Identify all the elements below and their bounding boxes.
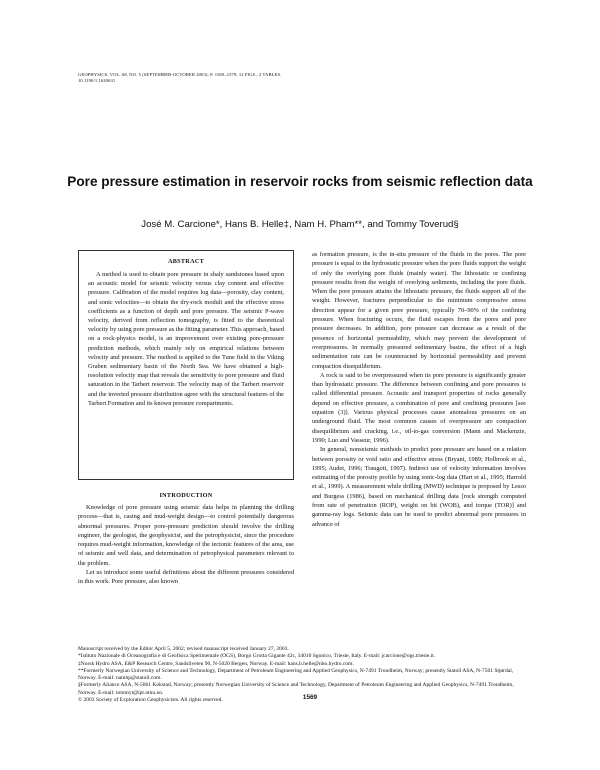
copyright-notice: © 2003 Society of Exploration Geophysicists. All rights reserved. — [78, 697, 223, 704]
intro-paragraph-2: Let us introduce some useful definitions about the different pressures considered in this work. Pore pressure, also known — [78, 569, 294, 586]
abstract-box — [78, 250, 294, 480]
right-column-body — [312, 250, 526, 529]
page-number: 1569 — [302, 694, 318, 701]
left-column-body — [78, 503, 294, 587]
footnote-affiliation-3: **Formerly Norwegian University of Science and Technology, Department of Petroleum Engineering and Applied Geophysics, N-7491 Trondheim, Norway; presently Statoil ASA, N-7501 Stjørdal, Norway. E-mail: namhp@statoil.com. — [78, 667, 514, 682]
right-paragraph-1: as formation pressure, is the in-situ pressure of the fluids in the pores. The pore pressure is equal to the hydrostatic pressure when the pore fluids support the weight of only the overlying pore fluids (mainly water). The lithostatic or confining pressure results from the weight of overlying sediments, including the pore fluids. When the pore pressure attains the lithostatic pressure, the fluids support all of the weight. However, fractures perpendicular to the minimum compressive stress direction appear for a given pore pressure, typically 70–90% of the confining pressure. When fracturing occurs, the fluid escapes from the pores and pore pressure decreases. In addition, pore pressure can decrease as a result of the presence of horizontal permeability, which may prevent the development of overpressures. In normally pressured sedimentary basins, the effect of a high sedimentation rate can be counteracted by horizontal permeability and prevent compaction disequilibrium. — [312, 251, 526, 370]
right-paragraph-2: A rock is said to be overpressured when its pore pressure is significantly greater than hydrostatic pressure. The difference between confining and pore pressures is called differential pressure. Acoustic and transport properties of rocks generally depend on effective pressure, a combination of pore and confining pressures [see equation (3)]. Various physical processes cause anomalous pressures on an underground fluid. The most common causes of overpressure are compaction disequilibrium and cracking, i.e., oil-to-gas conversion (Mann and Mackenzie, 1990; Luo and Vasseur, 1996). — [312, 371, 526, 444]
doi: 10.1190/1.1620631 — [78, 78, 116, 84]
abstract-heading: ABSTRACT — [167, 258, 205, 265]
author-list: José M. Carcione*, Hans B. Helle‡, Nam H. Pham**, and Tommy Toverud§ — [141, 219, 459, 230]
paper-title: Pore pressure estimation in reservoir rocks from seismic reflection data — [67, 174, 533, 189]
intro-paragraph-1: Knowledge of pore pressure using seismic data helps in planning the drilling process—that is, casing and mud-weight design—to control potentially dangerous abnormal pressures. Proper pore-pressure prediction should involve the drilling engineer, the geologist, the geophysicist, and the petrophysicist, since the procedure requires mud-weight information, knowledge of the tectonic features of the area, use of seismic and well data, and determination of petrophysical parameters relevant to the problem. — [78, 504, 294, 567]
journal-citation: GEOPHYSICS, VOL. 68, NO. 5 (SEPTEMBER-OCTOBER 2003); P. 1569–1579, 12 FIGS., 2 TABLES. — [78, 72, 282, 77]
footnote-affiliation-4: §Formerly Aliance ASA, N-5061 Kokstad, Norway; presently Norwegian University of Science and Technology, Department of Petroleum Engineering and Applied Geophysics, N-7491 Trondheim, Norway. E-mail: tommyt@ipt.ntnu.no. — [78, 682, 514, 696]
right-paragraph-3: In general, nonseismic methods to predict pore pressure are based on a relation between porosity or void ratio and effective stress (Bryant, 1989; Holbrook et al., 1995; Audet, 1996; Traugott, 1997). Indirect use of velocity information involves estimating of the porosity profile by using sonic-log data (Hart et al., 1995; Harrold et al., 1999). A measurement while drilling (MWD) technique is proposed by Lesso and Burgess (1986), based on mechanical drilling data [rock strength computed from rate of penetration (ROP), weight on bit (WOB), and torque (TOR)] and gamma-ray logs. Seismic data can be used to predict abnormal pore pressures in advance of — [312, 446, 526, 528]
abstract-text: A method is used to obtain pore pressure in shaly sandstones based upon an acoustic model for seismic velocity versus clay content and effective pressure. Calibration of the model requires log data—porosity, clay content, and sonic velocities—to obtain the dry-rock moduli and the effective stress coefficients as a function of depth and pore pressure. The seismic P-wave velocity, derived from reflection tomography, is fitted to the theoretical velocity by using pore pressure as the fitting parameter. This approach, based on a rock-physics model, is an improvement over existing pore-pressure prediction methods, which mainly rely on empirical relations between velocity and pressure. The method is applied to the Tune field in the Viking Graben sedimentary basin of the North Sea. We have obtained a high-resolution velocity map that reveals the sensitivity to pore pressure and fluid saturation in the Tarbert reservoir. The velocity map of the Tarbert reservoir and the inverted pressure distribution agree with the structural features of the Tarbert Formation and its known pressure compartments. — [88, 271, 284, 407]
footnote-affiliation-2: ‡Norsk Hydro ASA, E&P Research Centre, Sandsliveien 90, N-5020 Bergen, Norway. E-mail: hans.b.helle@nho.hydro.com. — [78, 660, 354, 667]
footnote-affiliation-1: *Istituto Nazionale di Oceanografia e di Geofisica Sperimentale (OGS), Borgo Grotta Gigante 42c, 34010 Sgonico, Trieste, Italy. E-mail: jcarcione@ogs.trieste.it. — [78, 653, 436, 660]
manuscript-received: Manuscript received by the Editor April 5, 2002; revised manuscript received January 27, 2003. — [78, 646, 289, 652]
introduction-heading: INTRODUCTION — [159, 492, 213, 499]
journal-header — [78, 72, 281, 85]
